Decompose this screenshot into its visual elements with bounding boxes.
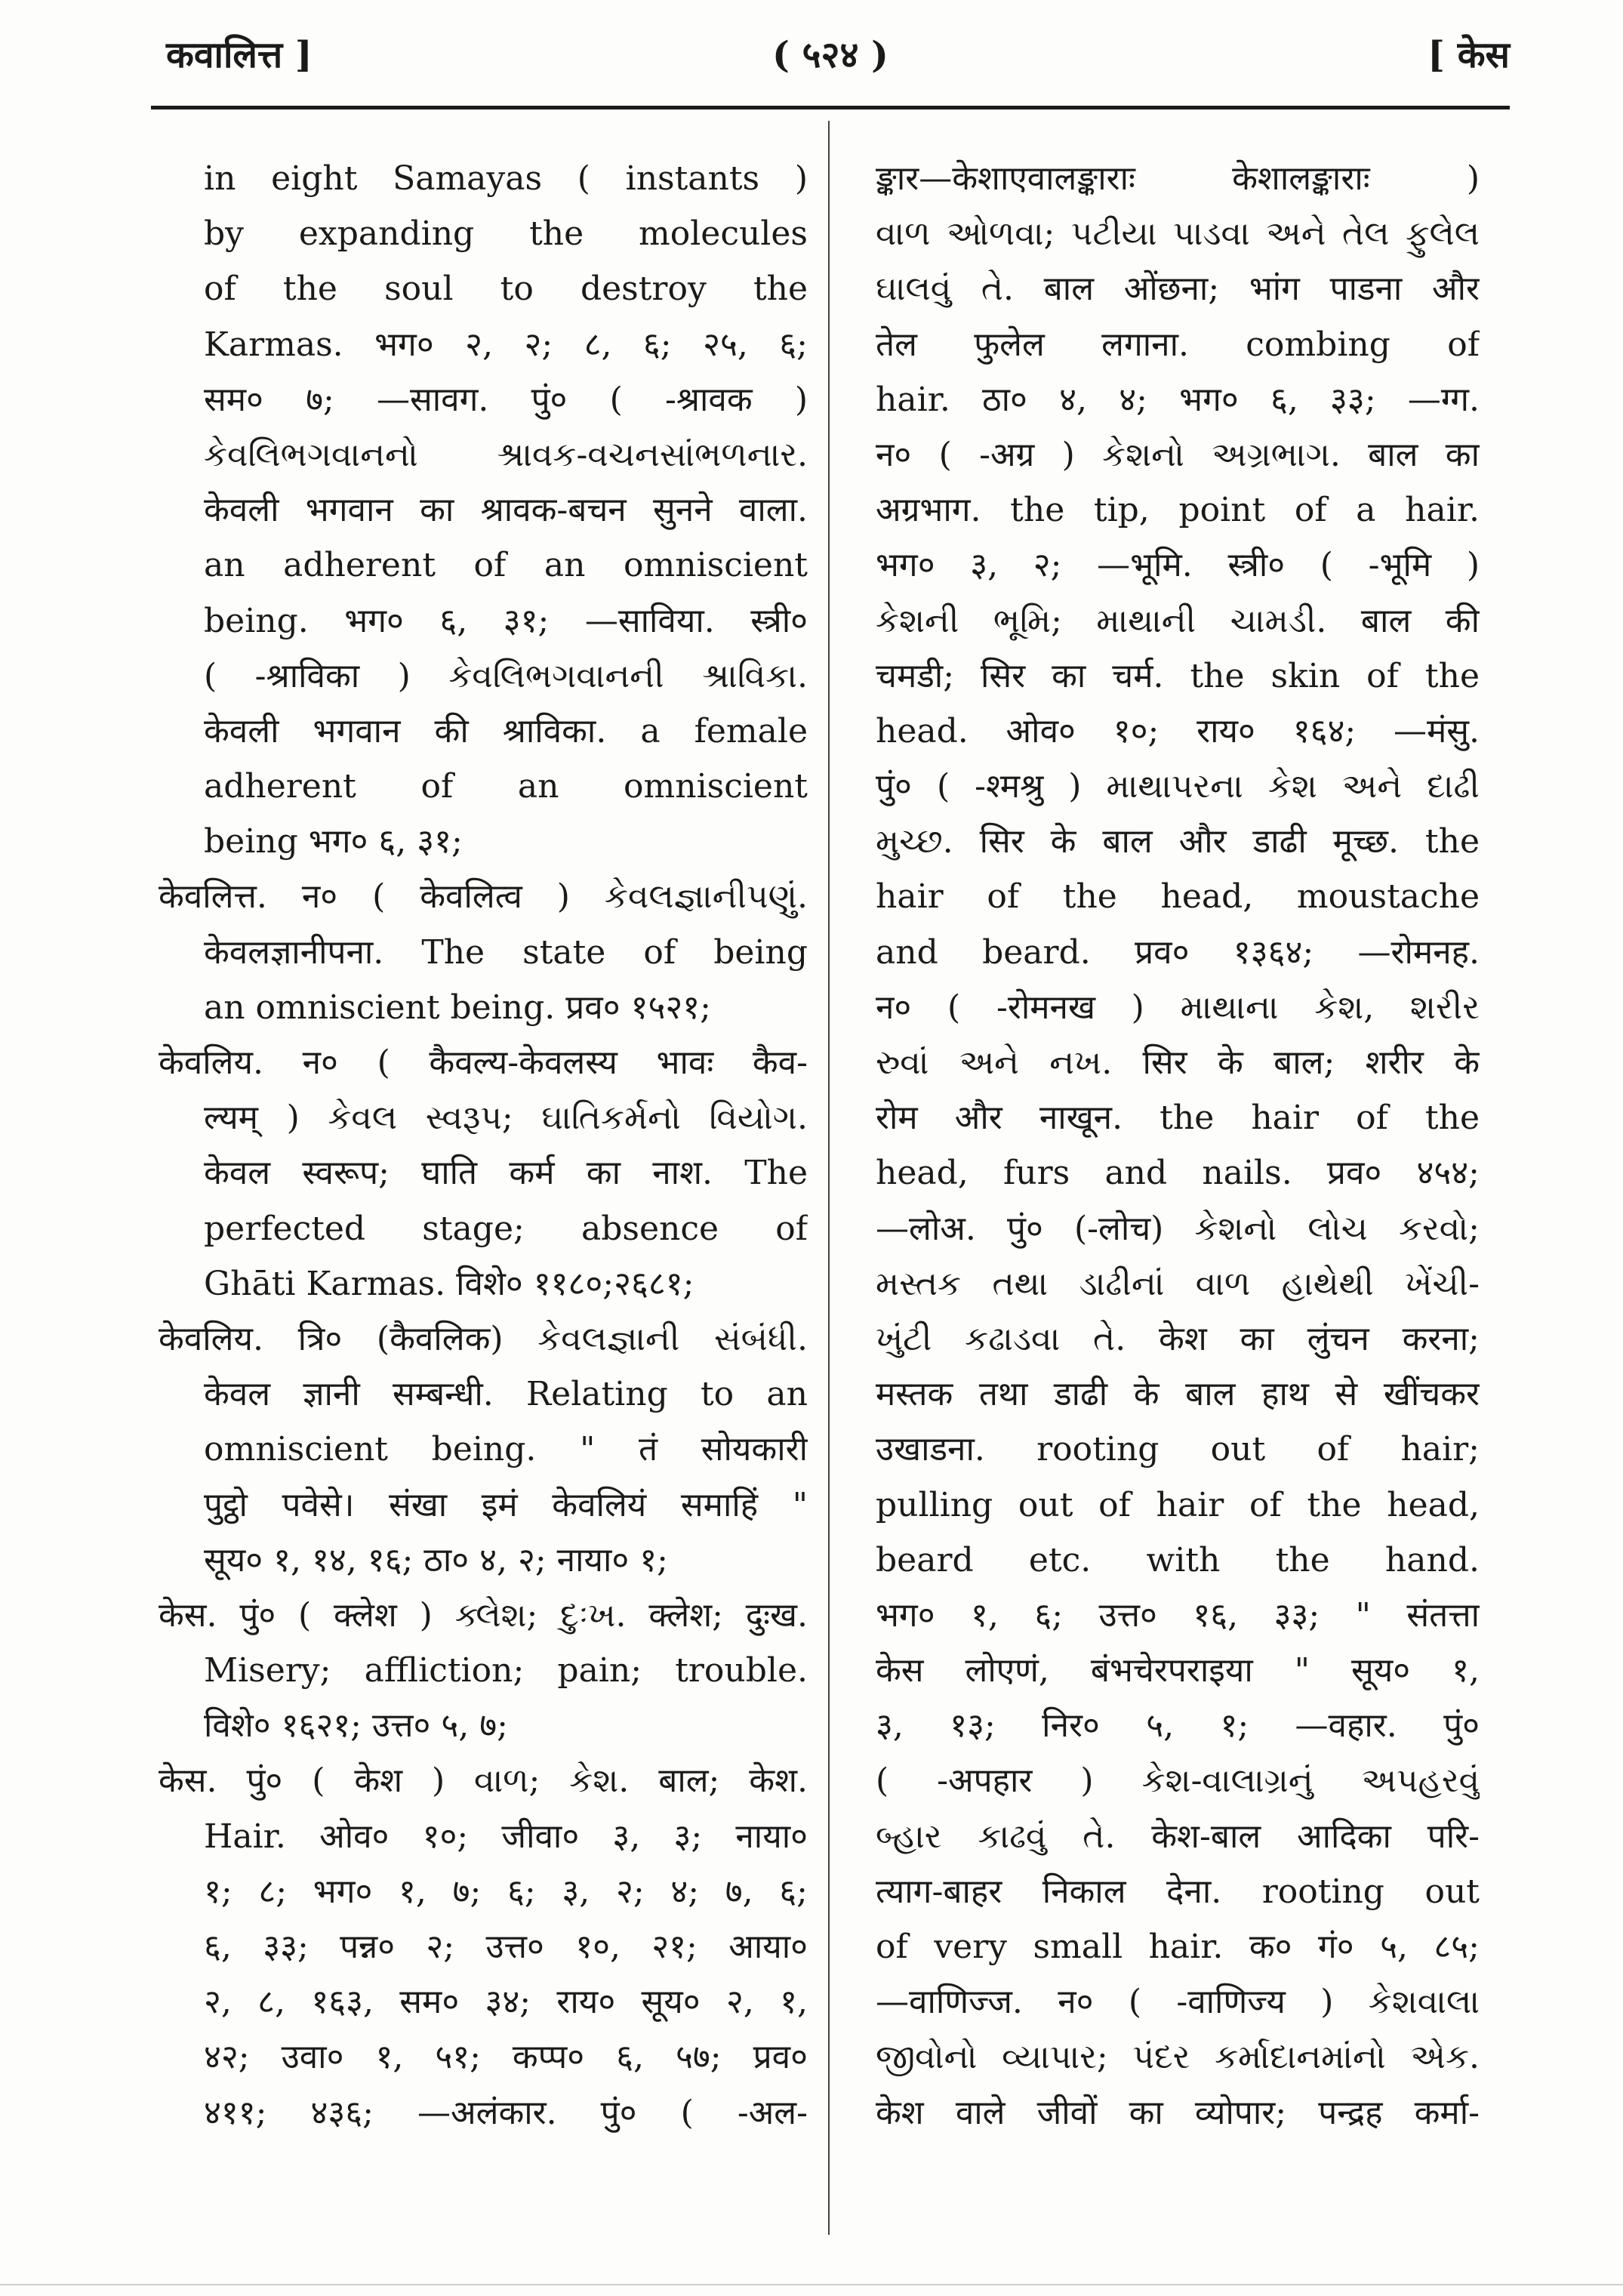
text-line: रोम और नाखून. the hair of the — [876, 1099, 1480, 1138]
text-line: hair of the head, moustache — [876, 877, 1480, 917]
text-line: મુચ્છ. सिर के बाल और डाढी मूच्छ. the — [876, 822, 1480, 861]
text-line: in eight Samayas ( instants ) — [204, 159, 808, 198]
text-line: an omniscient being. प्रव० १५२१; — [204, 988, 711, 1027]
header-left-word: कवालित्त ] — [166, 34, 313, 76]
text-line: being. भग० ६, ३१; —साविया. स्त्री० — [204, 601, 808, 640]
text-line: perfected stage; absence of — [204, 1209, 808, 1248]
text-line: १; ८; भग० १, ७; ६; ३, २; ४; ७, ६; — [204, 1872, 808, 1911]
text-line: કેવલિભગવાનનો શ્રાવક-વચનસાંભળનાર. — [204, 435, 808, 474]
text-line: ( -अपहार ) કેશ-વાલાગ્રનું અપહરવું — [876, 1761, 1480, 1801]
text-line: ल्यम् ) કેવલ સ્વરૂપ; ઘાતિકર્મનો વિયોગ. — [204, 1099, 808, 1138]
text-line: —लोअ. पुं० (-लोच) કેશનો લોચ કરવો; — [876, 1209, 1480, 1248]
right-column — [876, 151, 1480, 2140]
bottom-edge-line — [0, 2284, 1623, 2285]
text-line: केवलित्त. न० ( केवलित्व ) કેવલજ્ઞાનીપણું. — [159, 877, 808, 917]
text-line: पुं० ( -श्मश्रु ) માથાપરના કેશ અને દાઢી — [876, 767, 1480, 806]
text-line: an adherent of an omniscient — [204, 546, 808, 585]
text-line: केश वाले जीवों का व्योपार; पन्द्रह कर्मा- — [876, 2093, 1480, 2132]
text-line: મસ્તક તથા ડાઢીનાં વાળ હાથેથી ખેંચી- — [876, 1264, 1480, 1303]
text-line: and beard. प्रव० १३६४; —रोमनह. — [876, 932, 1480, 972]
text-line: by expanding the molecules — [204, 214, 808, 254]
text-line: केवल स्वरूप; घाति कर्म का नाश. The — [204, 1154, 808, 1193]
header-right-word: [ केस — [1427, 34, 1510, 76]
text-line: beard etc. with the hand. — [876, 1540, 1480, 1579]
text-line: જીવોનો વ્યાપાર; પંદર કર્માદાનમાંનો એક. — [876, 2038, 1480, 2077]
text-line: ४११; ४३६; —अलंकार. पुं० ( -अल- — [204, 2093, 808, 2132]
text-line: केवली भगवान की श्राविका. a female — [204, 711, 808, 750]
text-line: વાળ ઓળવા; પટીયા પાડવા અને તેલ ફુલેલ — [876, 214, 1480, 254]
text-line: કેશની ભૂમિ; માથાની ચામડી. बाल की — [876, 601, 1480, 640]
text-line: केवल ज्ञानी सम्बन्धी. Relating to an — [204, 1375, 808, 1414]
text-line: चमडी; सिर का चर्म. the skin of the — [876, 656, 1480, 695]
text-line: केवलिय. त्रि० (कैवलिक) કેવલજ્ઞાની સંબંધી. — [159, 1319, 808, 1358]
text-line: ४२; उवा० १, ५१; कप्प० ६, ५७; प्रव० — [204, 2038, 808, 2077]
text-line: adherent of an omniscient — [204, 767, 808, 806]
text-line: ખુંટી કઢાડવા તે. केश का लुंचन करना; — [876, 1319, 1480, 1358]
text-line: Misery; affliction; pain; trouble. — [204, 1651, 808, 1690]
text-line: सूय० १, १४, १६; ठा० ४, २; नाया० १; — [204, 1540, 668, 1579]
header-rule — [151, 106, 1510, 109]
page-number: ( ५२४ ) — [772, 34, 888, 76]
text-line: ३, १३; निर० ५, १; —वहार. पुं० — [876, 1706, 1480, 1746]
text-line: Ghāti Karmas. विशे० ११८०;२६८१; — [204, 1264, 694, 1303]
text-line: of very small hair. क० गं० ५, ८५; — [876, 1928, 1480, 1966]
text-line: ( -श्राविका ) કેવલિભગવાનની શ્રાવિકા. — [204, 656, 808, 695]
text-line: રુવાં અને નખ. सिर के बाल; शरीर के — [876, 1043, 1480, 1082]
text-line: मस्तक तथा डाढी के बाल हाथ से खींचकर — [876, 1375, 1480, 1414]
text-line: head. ओव० १०; राय० १६४; —मंसु. — [876, 711, 1480, 750]
text-line: બ્હાર કાઢવું તે. केश-बाल आदिका परि- — [876, 1817, 1480, 1856]
text-line: केवली भगवान का श्रावक-बचन सुनने वाला. — [204, 491, 808, 530]
text-line: ६, ३३; पन्न० २; उत्त० १०, २१; आया० — [204, 1928, 808, 1966]
column-divider — [828, 121, 830, 2235]
text-line: Hair. ओव० १०; जीवा० ३, ३; नाया० — [204, 1817, 808, 1856]
text-line: २, ८, १६३, सम० ३४; राय० सूय० २, १, — [204, 1983, 808, 2022]
text-line: न० ( -रोमनख ) માથાના કેશ, શરીર — [876, 988, 1480, 1027]
text-line: तेल फुलेल लगाना. combing of — [876, 325, 1480, 364]
text-line: अग्रभाग. the tip, point of a hair. — [876, 491, 1480, 530]
text-line: न० ( -अग्र ) કેશનો અગ્રભાગ. बाल का — [876, 435, 1480, 474]
text-line: केस लोएणं, बंभचेरपराइया " सूय० १, — [876, 1651, 1480, 1690]
text-line: hair. ठा० ४, ४; भग० ६, ३३; —ग्ग. — [876, 380, 1480, 419]
text-line: ઘાલવું તે. बाल ओंछना; भांग पाडना और — [876, 270, 1480, 309]
text-line: केवलज्ञानीपना. The state of being — [204, 932, 808, 972]
left-column — [159, 151, 808, 2140]
text-line: pulling out of hair of the head, — [876, 1485, 1480, 1524]
text-line: त्याग-बाहर निकाल देना. rooting out — [876, 1872, 1480, 1911]
text-line: उखाडना. rooting out of hair; — [876, 1430, 1480, 1469]
text-line: सम० ७; —सावग. पुं० ( -श्रावक ) — [204, 380, 808, 419]
text-line: head, furs and nails. प्रव० ४५४; — [876, 1154, 1480, 1193]
text-line: —वाणिज्ज. न० ( -वाणिज्य ) કેશવાલા — [876, 1983, 1480, 2022]
text-line: पुट्ठो पवेसे। संखा इमं केवलियं समाहिं " — [204, 1485, 808, 1524]
text-line: केस. पुं० ( केश ) વાળ; કેશ. बाल; केश. — [159, 1761, 808, 1801]
text-line: विशे० १६२१; उत्त० ५, ७; — [204, 1706, 508, 1746]
text-line: Karmas. भग० २, २; ८, ६; २५, ६; — [204, 325, 808, 364]
text-line: being भग० ६, ३१; — [204, 822, 463, 861]
text-line: केस. पुं० ( क्लेश ) ક્લેશ; દુઃખ. क्लेश; दुःख. — [159, 1595, 808, 1635]
text-line: भग० १, ६; उत्त० १६, ३३; " संतत्ता — [876, 1595, 1480, 1635]
text-line: omniscient being. " तं सोयकारी — [204, 1430, 808, 1469]
text-line: ङ्कार—केशाएवालङ्काराः केशालङ्काराः ) — [876, 159, 1480, 198]
text-line: भग० ३, २; —भूमि. स्त्री० ( -भूमि ) — [876, 546, 1480, 585]
page-header — [151, 21, 1510, 89]
text-line: of the soul to destroy the — [204, 270, 808, 309]
text-line: केवलिय. न० ( कैवल्य-केवलस्य भावः कैव- — [159, 1043, 808, 1082]
